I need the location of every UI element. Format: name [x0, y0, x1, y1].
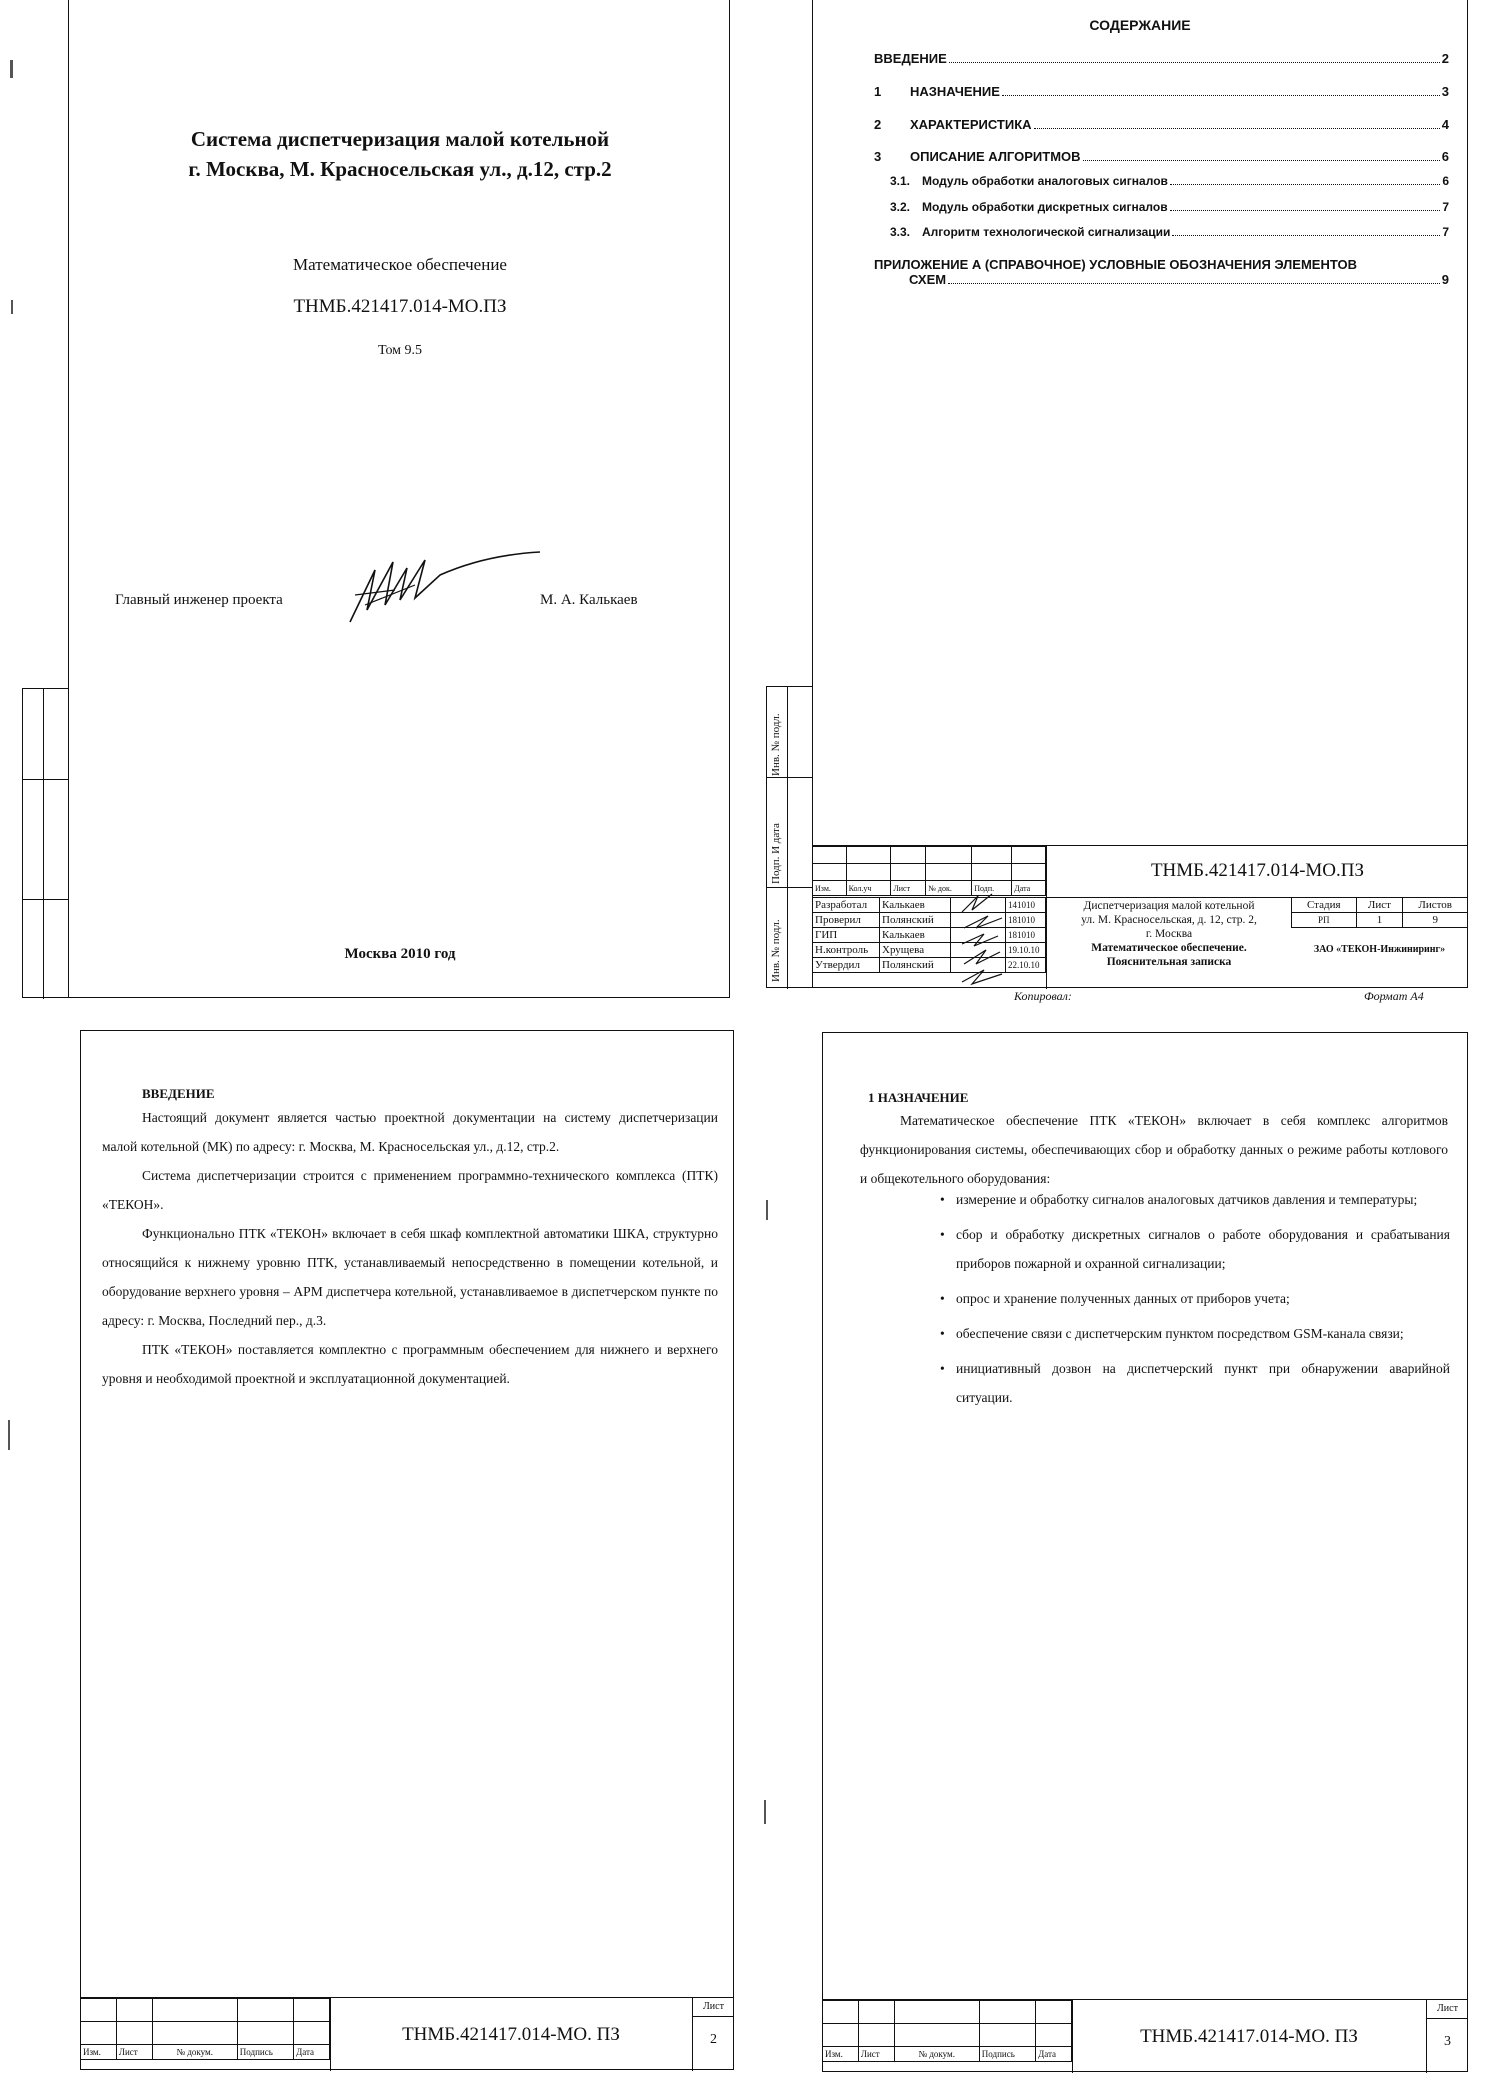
intro-stamp-code: ТНМБ.421417.014-МО. ПЗ — [402, 2024, 620, 2045]
page-introduction-sheet — [0, 1010, 744, 2081]
side-label-inv-2: Инв. № подл. — [770, 919, 782, 982]
side-label-sign-date: Подп. И дата — [770, 823, 782, 884]
toc-entry[interactable]: 1 НАЗНАЧЕНИЕ 3 — [874, 84, 1449, 99]
purpose-intro: Математическое обеспечение ПТК «ТЕКОН» включает в себя комплекс алгоритмов функционирования системы, обеспечивающих сбор и обработку данных о режиме работы котлового и общекотельного оборудования: — [860, 1113, 1448, 1186]
stamp-description: Диспетчеризация малой котельной ул. М. Красносельская, д. 12, стр. 2, г. Москва Математическое обеспечение. Пояснительная записка — [1081, 900, 1257, 968]
stamp-row: ГИП Калькаев 181010 — [813, 928, 1046, 943]
purpose-bullet-item: • обеспечение связи с диспетчерским пунктом посредством GSM-канала связи; — [940, 1326, 1404, 1341]
purpose-sheet-label: Лист — [1437, 2003, 1458, 2014]
intro-paragraph: ПТК «ТЕКОН» поставляется комплектно с программным обеспечением для нижнего и верхнего уровня и необходимой проектной и эксплуатационной документацией. — [102, 1342, 718, 1386]
copied-label: Копировал: — [1014, 989, 1072, 1003]
intro-sheet-number: 2 — [710, 2032, 717, 2047]
document-title — [120, 124, 680, 184]
city-year-footer: Москва 2010 год — [344, 946, 456, 962]
intro-stamp — [80, 1997, 734, 2070]
purpose-heading: 1 НАЗНАЧЕНИЕ — [868, 1090, 969, 1105]
intro-sheet-label: Лист — [703, 2001, 724, 2012]
stamp-row: Утвердил Полянский 22.10.10 — [813, 958, 1046, 973]
purpose-bullet-list — [940, 1185, 1450, 1418]
intro-paragraph: Система диспетчеризации строится с применением программно-технического комплекса (ПТК) «ТЕКОН». — [102, 1168, 718, 1212]
purpose-bullet-item: • опрос и хранение полученных данных от приборов учета; — [940, 1291, 1290, 1306]
purpose-stamp-code: ТНМБ.421417.014-МО. ПЗ — [1140, 2026, 1358, 2047]
toc-entry[interactable]: 3.2. Модуль обработки дискретных сигналов 7 — [890, 200, 1449, 214]
intro-paragraph: Функционально ПТК «ТЕКОН» включает в себя шкаф комплектной автоматики ШКА, структурно относящийся к нижнему уровню ПТК, устанавливаемый непосредственно в помещении котельной, и оборудование верхнего уровня – АРМ диспетчера котельной, устанавливаемое в диспетчерском пункте по адресу: г. Москва, Последний пер., д.3. — [102, 1226, 718, 1328]
purpose-bullet-item: • сбор и обработку дискретных сигналов о работе оборудования и срабатывания приборов пожарной и охранной сигнализации; — [940, 1227, 1450, 1271]
purpose-bullet-item: • измерение и обработку сигналов аналоговых датчиков давления и температуры; — [940, 1192, 1418, 1207]
stamp-document-code: ТНМБ.421417.014-МО.ПЗ — [1150, 860, 1365, 881]
toc-entry[interactable]: 3 ОПИСАНИЕ АЛГОРИТМОВ 6 — [874, 149, 1449, 164]
document-code: ТНМБ.421417.014-МО.ПЗ — [293, 296, 507, 317]
volume-label: Том 9.5 — [377, 343, 423, 358]
page-purpose-sheet — [744, 1010, 1488, 2081]
chief-engineer-name: М. А. Калькаев — [540, 592, 638, 608]
stamp-row: Н.контроль Хрущева 19.10.10 — [813, 943, 1046, 958]
stamp-signatures-image — [958, 890, 1010, 990]
scan-speckle — [11, 300, 13, 314]
stamp-revision-grid: Изм. Кол.уч Лист № док. Подп. Дата — [812, 846, 1046, 896]
stamp-signatures-grid — [812, 897, 1046, 973]
intro-heading: ВВЕДЕНИЕ — [142, 1086, 215, 1101]
format-label: Формат А4 — [1364, 989, 1424, 1003]
toc-entry[interactable]: ВВЕДЕНИЕ 2 — [874, 51, 1449, 66]
toc-appendix-label: ПРИЛОЖЕНИЕ А (СПРАВОЧНОЕ) УСЛОВНЫЕ ОБОЗНАЧЕНИЯ ЭЛЕМЕНТОВ — [874, 257, 1357, 272]
stamp-organization: ЗАО «ТЕКОН-Инжиниринг» — [1313, 944, 1446, 955]
purpose-bullet-item: • инициативный дозвон на диспетчерский пункт при обнаружении аварийной ситуации. — [940, 1361, 1450, 1405]
toc-entry-appendix[interactable] — [874, 257, 1449, 287]
purpose-sheet-number: 3 — [1444, 2034, 1451, 2049]
toc-entry[interactable]: 3.1. Модуль обработки аналоговых сигналов 6 — [890, 174, 1449, 188]
stamp-stage-grid: Стадия Лист Листов РП 1 9 — [1291, 897, 1468, 928]
title-line-2: г. Москва, М. Красносельская ул., д.12, стр.2 — [188, 157, 612, 181]
contents-heading: СОДЕРЖАНИЕ — [1089, 17, 1191, 33]
toc-entry[interactable]: 3.3. Алгоритм технологической сигнализации 7 — [890, 225, 1449, 239]
title-block-stamp — [812, 845, 1468, 988]
document-subtitle: Математическое обеспечение — [293, 255, 507, 274]
page-title-sheet — [0, 0, 744, 1010]
scan-speckle — [8, 1420, 10, 1450]
chief-engineer-label: Главный инженер проекта — [115, 592, 283, 608]
intro-stamp-grid: Изм. Лист № докум. Подпись Дата — [80, 1998, 330, 2060]
toc-appendix-page: 9 — [1441, 272, 1449, 287]
scan-speckle — [10, 60, 13, 78]
purpose-stamp-grid: Изм. Лист № докум. Подпись Дата — [822, 2000, 1072, 2062]
side-label-inv-1: Инв. № подл. — [770, 713, 782, 776]
purpose-stamp — [822, 1999, 1468, 2072]
scan-speckle — [764, 1800, 766, 1824]
left-margin-stamp — [22, 688, 68, 998]
toc-entry[interactable]: 2 ХАРАКТЕРИСТИКА 4 — [874, 117, 1449, 132]
scan-speckle — [766, 1200, 768, 1220]
page-contents-sheet — [744, 0, 1488, 1010]
stamp-row: Проверил Полянский 181010 — [813, 913, 1046, 928]
toc-appendix-label2: СХЕМ — [909, 272, 947, 287]
stamp-row: Разработал Калькаев 141010 — [813, 898, 1046, 913]
title-line-1: Система диспетчеризация малой котельной — [190, 127, 610, 151]
signature-image — [345, 550, 545, 630]
intro-paragraph: Настоящий документ является частью проектной документации на систему диспетчеризации малой котельной (МК) по адресу: г. Москва, М. Красносельская ул., д.12, стр.2. — [102, 1110, 718, 1154]
